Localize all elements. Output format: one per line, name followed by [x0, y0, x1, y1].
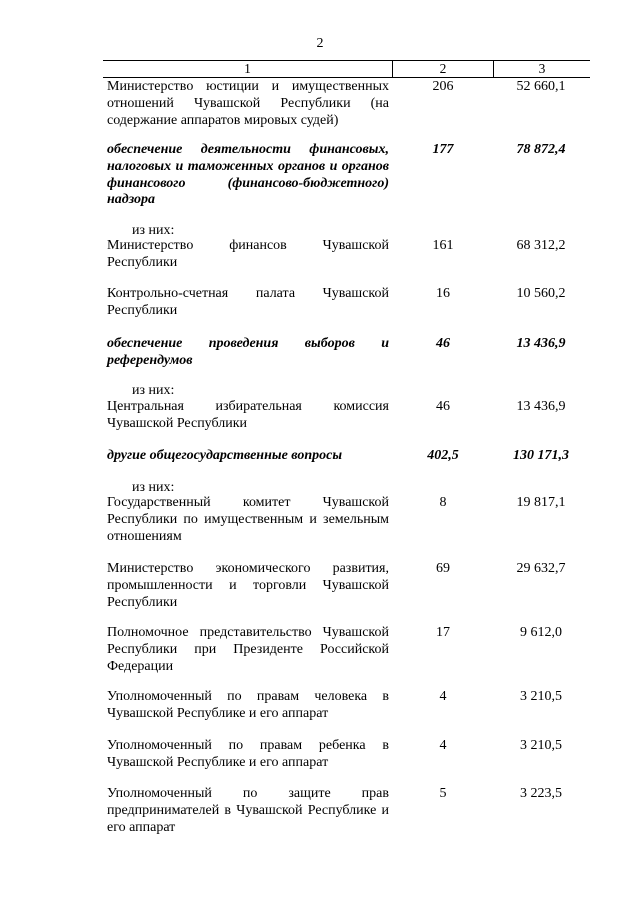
row-count: 5	[439, 786, 447, 801]
row-amount: 19 817,1	[516, 495, 566, 510]
row-amount: 9 612,0	[520, 625, 562, 640]
row-amount: 130 171,3	[513, 448, 569, 463]
row-subheading: из них:	[132, 223, 175, 238]
row-count: 402,5	[427, 448, 459, 463]
row-count: 8	[439, 495, 447, 510]
row-name: Уполномоченный по правам ребенка в Чувашской Республике и его аппарат	[107, 738, 389, 770]
row-amount: 3 210,5	[520, 738, 562, 753]
row-amount: 3 223,5	[520, 786, 562, 801]
row-count: 161	[432, 238, 454, 253]
page-number: 2	[316, 36, 324, 51]
header-col-2: 2	[393, 61, 494, 78]
row-amount: 10 560,2	[516, 286, 566, 301]
row-count: 4	[439, 689, 447, 704]
row-amount: 13 436,9	[516, 336, 566, 351]
table-header	[103, 60, 590, 78]
row-subheading: из них:	[132, 383, 175, 398]
row-amount: 29 632,7	[516, 561, 566, 576]
row-name: Контрольно-счетная палата Чувашской Республики	[107, 286, 389, 318]
row-name: Министерство юстиции и имущественных отношений Чувашской Республики (на содержание аппаратов мировых судей)	[107, 79, 389, 128]
row-amount: 52 660,1	[516, 79, 566, 94]
row-name: обеспечение проведения выборов и референдумов	[107, 336, 389, 368]
row-amount: 13 436,9	[516, 399, 566, 414]
row-count: 16	[436, 286, 450, 301]
row-count: 69	[436, 561, 450, 576]
row-name: Министерство финансов Чувашской Республики	[107, 238, 389, 270]
row-count: 4	[439, 738, 447, 753]
row-subheading: из них:	[132, 480, 175, 495]
row-name: Министерство экономического развития, промышленности и торговли Чувашской Республики	[107, 561, 389, 610]
row-name: другие общегосударственные вопросы	[107, 448, 343, 463]
row-name: Государственный комитет Чувашской Республики по имущественным и земельным отношениям	[107, 495, 389, 544]
row-count: 17	[436, 625, 450, 640]
row-count: 46	[436, 336, 450, 351]
row-name: Центральная избирательная комиссия Чувашской Республики	[107, 399, 389, 431]
row-count: 46	[436, 399, 450, 414]
row-name: Уполномоченный по правам человека в Чувашской Республике и его аппарат	[107, 689, 389, 721]
row-name: Полномочное представительство Чувашской Республики при Президенте Российской Федерации	[107, 625, 389, 674]
row-count: 206	[432, 79, 454, 94]
row-count: 177	[432, 142, 454, 157]
header-col-1: 1	[103, 61, 393, 78]
row-amount: 68 312,2	[516, 238, 566, 253]
row-amount: 3 210,5	[520, 689, 562, 704]
header-col-3: 3	[494, 61, 591, 78]
row-name: Уполномоченный по защите прав предпринимателей в Чувашской Республике и его аппарат	[107, 786, 389, 835]
row-name: обеспечение деятельности финансовых, налоговых и таможенных органов и органов финансового (финансово-бюджетного) надзора	[107, 142, 389, 208]
row-amount: 78 872,4	[516, 142, 566, 157]
